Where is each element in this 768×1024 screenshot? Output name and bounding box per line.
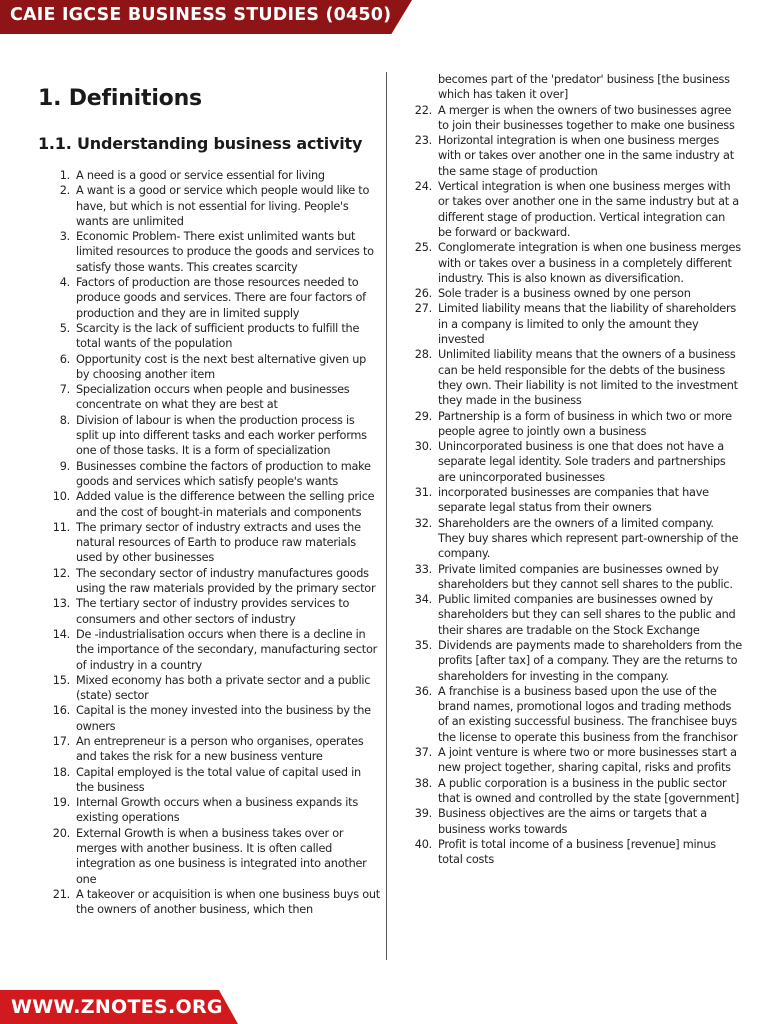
definition-text: An entrepreneur is a person who organises, operates and takes the risk for a new business venture xyxy=(76,734,364,764)
definition-item xyxy=(402,638,742,684)
definition-text: The primary sector of industry extracts and uses the natural resources of Earth to produce raw materials used by other businesses xyxy=(76,520,361,565)
definition-number: 9. xyxy=(59,459,70,473)
definition-text: Factors of production are those resources needed to produce goods and services. There are four factors of production and they are in limited supply xyxy=(76,276,366,320)
definition-number: 27. xyxy=(414,302,432,316)
definition-number: 6. xyxy=(59,352,70,366)
definition-item xyxy=(402,837,742,868)
definition-text: Scarcity is the lack of sufficient products to fulfill the total wants of the population xyxy=(76,321,360,351)
definition-text: A public corporation is a business in the public sector that is owned and controlled by the state [government] xyxy=(438,776,739,805)
definition-item xyxy=(402,103,742,134)
definition-number: 32. xyxy=(414,516,432,530)
definition-number: 37. xyxy=(414,746,432,760)
definition-text: De -industrialisation occurs when there is a decline in the importance of the secondary, manufacturing sector of industry in a country xyxy=(76,627,378,672)
definition-text: incorporated businesses are companies that have separate legal status from their owners xyxy=(438,486,709,515)
definition-item xyxy=(40,352,380,383)
definition-text: Unlimited liability means that the owners of a business can be held responsible for the debts of the business they own. Their liability is not limited to the investment they made in the business xyxy=(438,348,738,408)
definition-text: Capital employed is the total value of capital used in the business xyxy=(76,765,361,794)
definition-item xyxy=(402,684,742,745)
definition-item xyxy=(40,183,380,229)
definition-item xyxy=(40,321,380,352)
definition-number: 36. xyxy=(414,684,432,698)
definition-item xyxy=(40,229,380,275)
definition-item xyxy=(40,566,380,597)
definition-number: 14. xyxy=(52,627,70,641)
definition-item xyxy=(402,806,742,837)
definition-number: 39. xyxy=(414,807,432,821)
definition-number: 25. xyxy=(414,241,432,255)
definition-item xyxy=(402,562,742,593)
definition-text: Internal Growth occurs when a business expands its existing operations xyxy=(76,796,358,825)
definition-text: A takeover or acquisition is when one business buys out the owners of another business, which then xyxy=(76,887,380,917)
definition-number: 17. xyxy=(52,734,70,748)
definition-item xyxy=(402,240,742,286)
definition-item xyxy=(40,673,380,704)
document-title: CAIE IGCSE BUSINESS STUDIES (0450) xyxy=(10,5,392,25)
definition-number: 1. xyxy=(59,169,70,182)
definition-item xyxy=(40,627,380,673)
definition-number: 4. xyxy=(59,276,70,290)
definition-text: External Growth is when a business takes over or merges with another business. It is often called integration as one business is integrated into another one xyxy=(76,826,367,886)
definition-number: 31. xyxy=(414,486,432,500)
definition-text: Partnership is a form of business in which two or more people agree to jointly own a business xyxy=(438,409,732,438)
definition-text: Limited liability means that the liability of shareholders in a company is limited to only the amount they invested xyxy=(438,302,737,347)
definition-item xyxy=(40,734,380,765)
definition-text: Division of labour is when the production process is split up into different tasks and each worker performs one of those tasks. It is a form of specialization xyxy=(76,413,367,458)
definition-text: Vertical integration is when one business merges with or takes over another one in the same industry but at a different stage of production. Vertical integration can be forward or backward. xyxy=(438,180,739,239)
footer-site-link[interactable]: WWW.ZNOTES.ORG xyxy=(11,996,223,1018)
definition-number: 12. xyxy=(52,566,70,580)
definition-text: Horizontal integration is when one business merges with or takes over another one in the same industry at the same stage of production xyxy=(438,134,734,178)
definition-number: 33. xyxy=(414,562,432,576)
definition-number: 28. xyxy=(414,348,432,362)
definition-text: Specialization occurs when people and businesses concentrate on what they are best at xyxy=(76,383,350,412)
definition-item xyxy=(402,439,742,485)
section-heading: 1. Definitions xyxy=(38,86,202,111)
definition-item xyxy=(402,745,742,776)
definition-text: Opportunity cost is the next best alternative given up by choosing another item xyxy=(76,352,367,381)
definition-text: Private limited companies are businesses owned by shareholders but they cannot sell shares to the public. xyxy=(438,562,733,591)
continued-definition: becomes part of the 'predator' business [the business which has taken it over] xyxy=(438,73,730,102)
definition-item xyxy=(40,887,380,918)
definition-item xyxy=(40,520,380,566)
definition-item xyxy=(40,413,380,459)
definition-text: Businesses combine the factors of production to make goods and services which satisfy people's wants xyxy=(76,459,371,488)
definition-text: A need is a good or service essential for living xyxy=(76,169,325,182)
definition-number: 2. xyxy=(59,184,70,198)
definition-text: A franchise is a business based upon the use of the brand names, promotional logos and trading methods of an existing successful business. The franchisee buys the license to operate this business from the franchisor xyxy=(438,684,738,744)
definition-number: 8. xyxy=(59,413,70,427)
definition-text: Business objectives are the aims or targets that a business works towards xyxy=(438,807,707,836)
definition-text: The secondary sector of industry manufactures goods using the raw materials provided by the primary sector xyxy=(76,566,376,596)
definition-number: 21. xyxy=(52,887,70,901)
definition-text: Conglomerate integration is when one business merges with or takes over a business in a completely different industry. This is also known as diversification. xyxy=(438,241,741,285)
definition-text: A joint venture is where two or more businesses start a new project together, sharing capital, risks and profits xyxy=(438,746,737,775)
definition-item xyxy=(40,596,380,627)
definition-text: Public limited companies are businesses owned by shareholders but they can sell shares to the public and their shares are tradable on the Stock Exchange xyxy=(438,593,736,637)
definition-text: Added value is the difference between the selling price and the cost of bought-in materials and components xyxy=(76,490,375,519)
definition-item xyxy=(40,275,380,321)
definition-text: Mixed economy has both a private sector and a public (state) sector xyxy=(76,673,371,703)
definition-text: The tertiary sector of industry provides services to consumers and other sectors of industry xyxy=(76,597,350,626)
definition-item xyxy=(40,703,380,734)
definition-text: A want is a good or service which people would like to have, but which is not essential for living. People's wants are unlimited xyxy=(76,184,370,228)
definition-number: 24. xyxy=(414,180,432,194)
subsection-heading: 1.1. Understanding business activity xyxy=(38,134,363,153)
definition-number: 20. xyxy=(52,826,70,840)
definition-number: 40. xyxy=(414,837,432,851)
definition-number: 19. xyxy=(52,796,70,810)
definition-number: 34. xyxy=(414,593,432,607)
definition-item xyxy=(40,765,380,796)
definition-number: 15. xyxy=(52,673,70,687)
definition-item xyxy=(402,133,742,179)
definition-item xyxy=(402,485,742,516)
definition-item xyxy=(402,286,742,301)
definition-item xyxy=(40,826,380,887)
definitions-list-left xyxy=(40,168,380,918)
definition-text: Economic Problem- There exist unlimited wants but limited resources to produce the goods and services to satisfy those wants. This creates scarcity xyxy=(76,230,374,274)
definition-item xyxy=(402,776,742,807)
definition-text: Shareholders are the owners of a limited company. They buy shares which represent part-ownership of the company. xyxy=(438,516,739,561)
definition-item xyxy=(40,168,380,183)
definitions-list-right xyxy=(402,72,742,867)
definition-item xyxy=(402,592,742,638)
definition-text: Profit is total income of a business [revenue] minus total costs xyxy=(438,837,716,867)
definition-item xyxy=(402,347,742,408)
definition-text: A merger is when the owners of two businesses agree to join their businesses together to make one business xyxy=(438,103,735,132)
definition-number: 7. xyxy=(59,383,70,397)
definition-number: 10. xyxy=(52,490,70,504)
definition-number: 26. xyxy=(414,287,432,301)
definition-text: Sole trader is a business owned by one person xyxy=(438,287,691,301)
definition-number: 22. xyxy=(414,103,432,117)
definition-item xyxy=(402,179,742,240)
definition-item xyxy=(402,301,742,347)
definition-item xyxy=(402,409,742,440)
definition-number: 3. xyxy=(59,230,70,244)
definition-number: 30. xyxy=(414,440,432,454)
definition-number: 23. xyxy=(414,134,432,148)
definition-number: 5. xyxy=(59,321,70,335)
definition-number: 11. xyxy=(52,520,70,534)
column-divider xyxy=(386,72,387,960)
definition-item xyxy=(40,459,380,490)
definition-number: 16. xyxy=(52,704,70,718)
definition-item xyxy=(40,489,380,520)
definition-text: Unincorporated business is one that does not have a separate legal identity. Sole traders and partnerships are unincorporated businesses xyxy=(438,440,726,484)
definition-item xyxy=(402,516,742,562)
definition-text: Capital is the money invested into the business by the owners xyxy=(76,704,371,733)
definition-number: 35. xyxy=(414,638,432,652)
definition-item xyxy=(40,382,380,413)
definition-number: 29. xyxy=(414,409,432,423)
definition-number: 38. xyxy=(414,776,432,790)
definition-number: 18. xyxy=(52,765,70,779)
definition-text: Dividends are payments made to shareholders from the profits [after tax] of a company. They are the returns to shareholders for investing in the company. xyxy=(438,638,743,683)
definition-item xyxy=(40,795,380,826)
definition-number: 13. xyxy=(52,597,70,611)
